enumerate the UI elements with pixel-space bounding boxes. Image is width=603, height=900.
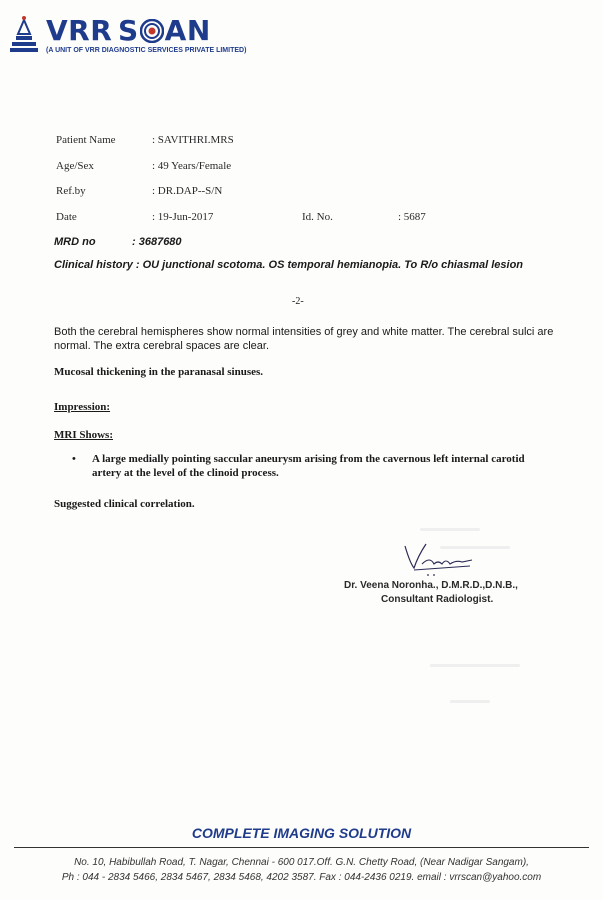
age-sex-value: : 49 Years/Female: [152, 160, 232, 172]
page-number: -2-: [292, 296, 304, 307]
brand-name-scan: [118, 14, 211, 48]
id-no-label: Id. No.: [302, 211, 333, 223]
ref-by-value: : DR.DAP--S/N: [152, 185, 223, 197]
vrr-scan-logo: [8, 12, 308, 62]
brand-subtitle: (A UNIT OF VRR DIAGNOSTIC SERVICES PRIVATE LIMITED): [46, 47, 247, 54]
ref-by-label: Ref.by: [56, 185, 86, 197]
footer-address: No. 10, Habibullah Road, T. Nagar, Chennai - 600 017.Off. G.N. Chetty Road, (Near Nadigar Sangam),: [74, 857, 529, 868]
date-value: : 19-Jun-2017: [152, 211, 214, 223]
logo-emblem-icon: [8, 14, 40, 54]
mrd-value: : 3687680: [132, 236, 182, 248]
bleed-through-mark: [430, 664, 520, 667]
brand-name-vrr: VRR: [46, 14, 113, 47]
brand-letter-s: S: [118, 14, 139, 47]
signatory-name: Dr. Veena Noronha., D.M.R.D.,D.N.B.,: [344, 580, 518, 591]
mri-shows-heading: MRI Shows:: [54, 429, 113, 441]
date-row: [0, 210, 603, 224]
handwritten-signature: [400, 538, 480, 578]
brand-letters-an: AN: [164, 14, 211, 47]
footer-tagline: COMPLETE IMAGING SOLUTION: [191, 825, 412, 841]
bullet-icon: •: [72, 453, 76, 465]
impression-heading: Impression:: [54, 401, 111, 413]
findings-paragraph: Both the cerebral hemispheres show normal intensities of grey and white matter. The cerebral sulci are normal. The extra cerebral spaces are clear.: [54, 326, 554, 352]
date-label: Date: [56, 211, 77, 223]
target-o-icon: [140, 19, 164, 43]
footer-divider: [14, 847, 589, 848]
bleed-through-mark: [450, 700, 490, 703]
footer-contact: Ph : 044 - 2834 5466, 2834 5467, 2834 5468, 4202 3587. Fax : 044-2436 0219. email : vrrscan@yahoo.com: [61, 872, 542, 883]
patient-name-value: : SAVITHRI.MRS: [152, 134, 234, 146]
mucosal-finding: Mucosal thickening in the paranasal sinuses.: [54, 366, 264, 378]
age-sex-label: Age/Sex: [56, 160, 94, 172]
bleed-through-mark: [420, 528, 480, 531]
clinical-history: Clinical history : OU junctional scotoma. OS temporal hemianopia. To R/o chiasmal lesion: [54, 259, 524, 271]
mrd-label: MRD no: [54, 236, 96, 248]
patient-name-label: Patient Name: [56, 134, 116, 146]
finding-text: A large medially pointing saccular aneurysm arising from the cavernous left internal carotid artery at the level of the clinoid process.: [92, 453, 525, 479]
id-no-value: : 5687: [398, 211, 426, 223]
suggested-correlation: Suggested clinical correlation.: [54, 498, 195, 510]
signatory-title: Consultant Radiologist.: [381, 594, 494, 605]
